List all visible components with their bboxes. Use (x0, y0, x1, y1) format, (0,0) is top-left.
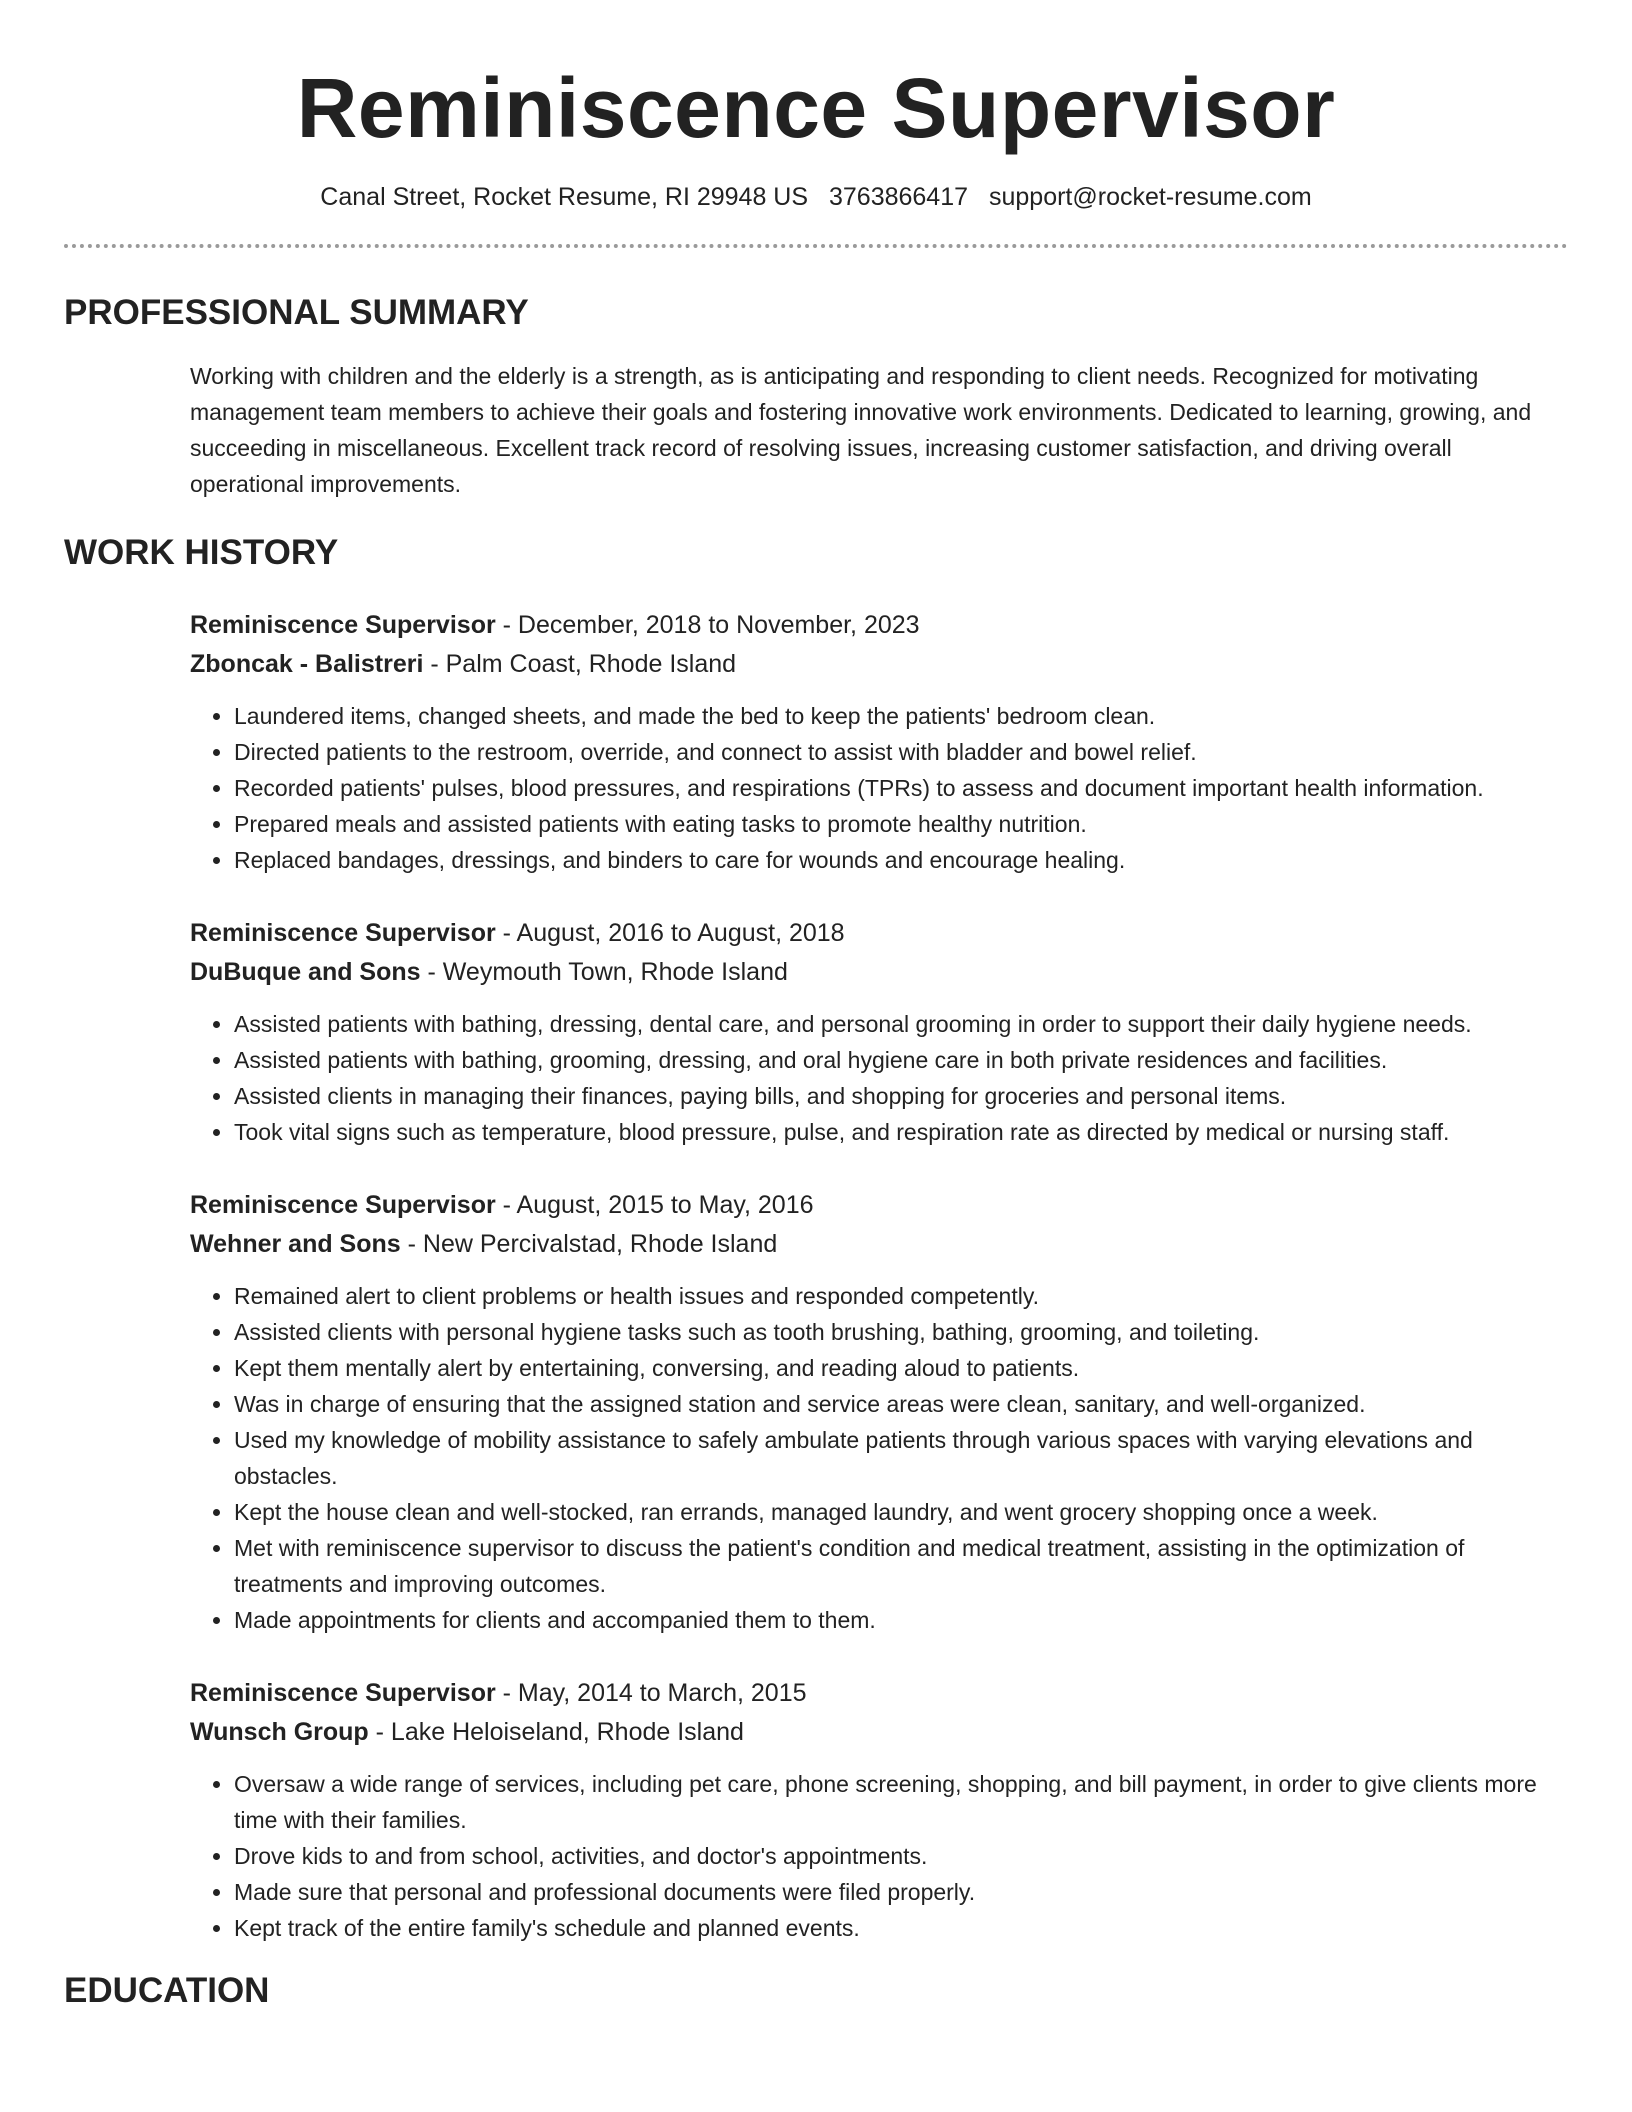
job-company-line (190, 1225, 1568, 1264)
job-bullets (190, 698, 1568, 878)
job-bullet: • Prepared meals and assisted patients with eating tasks to promote healthy nutrition. (234, 806, 1568, 842)
contact-phone: 3763866417 (828, 183, 969, 211)
job-bullets (190, 1278, 1568, 1638)
job-bullet: • Met with reminiscence supervisor to discuss the patient's condition and medical treatment, assisting in the optimization of treatments and improving outcomes. (234, 1530, 1568, 1602)
job-company: Wehner and Sons (190, 1230, 401, 1258)
job-bullet: • Assisted clients with personal hygiene tasks such as tooth brushing, bathing, grooming, and toileting. (234, 1314, 1568, 1350)
job-bullet: • Kept the house clean and well-stocked, ran errands, managed laundry, and went grocery shopping once a week. (234, 1494, 1568, 1530)
job-entry (190, 914, 1568, 1150)
job-bullet: • Took vital signs such as temperature, blood pressure, pulse, and respiration rate as directed by medical or nursing staff. (234, 1114, 1568, 1150)
job-dates: - August, 2016 to August, 2018 (495, 919, 845, 947)
job-bullet: • Assisted clients in managing their finances, paying bills, and shopping for groceries and personal items. (234, 1078, 1568, 1114)
job-bullets (190, 1766, 1568, 1946)
job-bullet: • Assisted patients with bathing, dressing, dental care, and personal grooming in order to support their daily hygiene needs. (234, 1006, 1568, 1042)
job-location: - Weymouth Town, Rhode Island (420, 958, 788, 986)
job-company: Zboncak - Balistreri (190, 650, 424, 678)
job-bullet: • Made appointments for clients and accompanied them to them. (234, 1602, 1568, 1638)
job-role: Reminiscence Supervisor (190, 1679, 496, 1707)
job-dates: - May, 2014 to March, 2015 (495, 1679, 807, 1707)
job-bullets (190, 1006, 1568, 1150)
work-history-section (64, 530, 1568, 1946)
job-company-line (190, 953, 1568, 992)
job-bullet: • Made sure that personal and professional documents were filed properly. (234, 1874, 1568, 1910)
job-title-line (190, 1186, 1568, 1225)
contact-line (64, 180, 1568, 214)
job-entry (190, 606, 1568, 878)
job-role: Reminiscence Supervisor (190, 611, 496, 639)
job-bullet: • Drove kids to and from school, activities, and doctor's appointments. (234, 1838, 1568, 1874)
summary-heading: PROFESSIONAL SUMMARY (64, 293, 529, 332)
job-bullet: • Remained alert to client problems or health issues and responded competently. (234, 1278, 1568, 1314)
job-company-line (190, 645, 1568, 684)
summary-section (64, 290, 1568, 502)
education-heading: EDUCATION (64, 1971, 270, 2010)
summary-text: Working with children and the elderly is a strength, as is anticipating and responding to client needs. Recognized for motivating management team members to achieve their goals and fostering innovative work environments. Dedicated to learning, growing, and succeeding in miscellaneous. Excellent track record of resolving issues, increasing customer satisfaction, and driving overall operational improvements. (190, 363, 1532, 497)
job-bullet: • Directed patients to the restroom, override, and connect to assist with bladder and bowel relief. (234, 734, 1568, 770)
education-section (64, 1968, 1568, 2014)
job-title-line (190, 914, 1568, 953)
job-bullet: • Was in charge of ensuring that the assigned station and service areas were clean, sanitary, and well-organized. (234, 1386, 1568, 1422)
job-dates: - August, 2015 to May, 2016 (495, 1191, 814, 1219)
resume-page (64, 0, 1568, 2014)
job-bullet: • Used my knowledge of mobility assistance to safely ambulate patients through various spaces with varying elevations and obstacles. (234, 1422, 1568, 1494)
job-company-line (190, 1713, 1568, 1752)
header-divider (64, 244, 1568, 248)
job-bullet: • Replaced bandages, dressings, and binders to care for wounds and encourage healing. (234, 842, 1568, 878)
job-bullet: • Recorded patients' pulses, blood pressures, and respirations (TPRs) to assess and document important health information. (234, 770, 1568, 806)
job-title-line (190, 1674, 1568, 1713)
contact-email: support@rocket-resume.com (988, 183, 1312, 211)
job-bullet: • Laundered items, changed sheets, and made the bed to keep the patients' bedroom clean. (234, 698, 1568, 734)
job-dates: - December, 2018 to November, 2023 (495, 611, 920, 639)
work-history-heading: WORK HISTORY (64, 533, 339, 572)
job-company: DuBuque and Sons (190, 958, 421, 986)
job-entry (190, 1674, 1568, 1946)
job-location: - Lake Heloiseland, Rhode Island (368, 1718, 744, 1746)
job-entry (190, 1186, 1568, 1638)
resume-name: Reminiscence Supervisor (296, 61, 1336, 155)
job-bullet: • Kept them mentally alert by entertaining, conversing, and reading aloud to patients. (234, 1350, 1568, 1386)
job-bullet: • Oversaw a wide range of services, including pet care, phone screening, shopping, and bill payment, in order to give clients more time with their families. (234, 1766, 1568, 1838)
job-company: Wunsch Group (190, 1718, 369, 1746)
job-role: Reminiscence Supervisor (190, 919, 496, 947)
contact-address: Canal Street, Rocket Resume, RI 29948 US (320, 183, 809, 211)
job-title-line (190, 606, 1568, 645)
job-role: Reminiscence Supervisor (190, 1191, 496, 1219)
job-bullet: • Kept track of the entire family's schedule and planned events. (234, 1910, 1568, 1946)
job-location: - Palm Coast, Rhode Island (423, 650, 737, 678)
job-bullet: • Assisted patients with bathing, grooming, dressing, and oral hygiene care in both private residences and facilities. (234, 1042, 1568, 1078)
job-location: - New Percivalstad, Rhode Island (400, 1230, 778, 1258)
